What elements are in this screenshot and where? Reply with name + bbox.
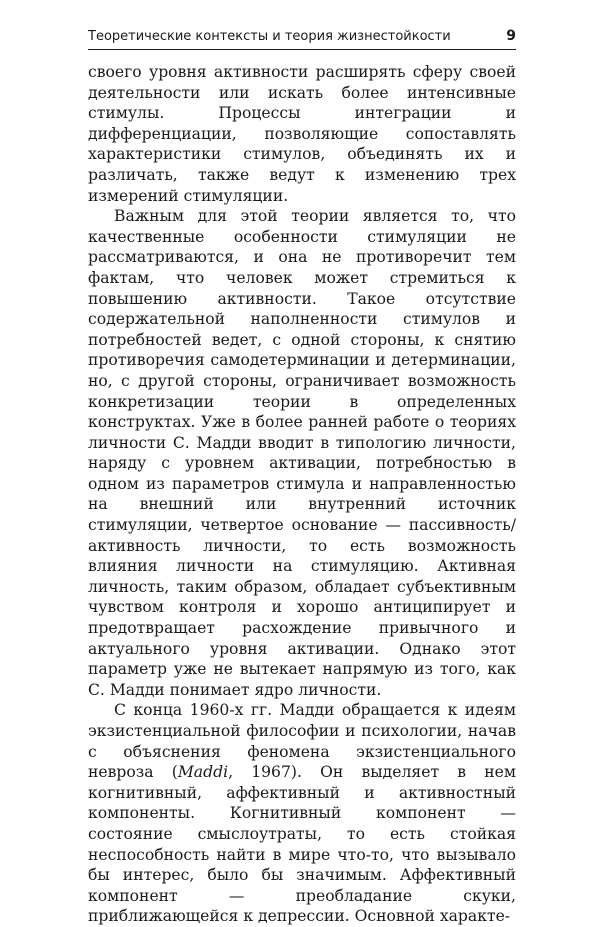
- paragraph-continuation: своего уровня активности расширять сферу своей деятельности или искать более интенсивные стимулы. Процессы интеграции и дифференциации, позволяющие сопоставлять характеристики стимулов, объединять их и различать, также ведут к изменению трех измерений стимуляции.: [88, 63, 516, 205]
- paragraph-text: С конца 1960-х гг. Мадди обращается к идеям экзистенциальной философии и психологии, начав с объяснения феномена экзистенциального невроза (: [88, 701, 516, 782]
- paragraph-text: , 1967). Он выделяет в нем когнитивный, аффективный и активностный компоненты. Когнитивный компонент — состояние смыслоутраты, то есть стойкая неспособность найти в мире что-то, что вызывало бы интерес, было бы значимым. Аффективный компонент — преобладание скуки, приближающейся к депрессии. Основной характе-: [88, 763, 516, 926]
- running-header: [88, 28, 516, 50]
- paragraph: [88, 700, 516, 927]
- citation-author: Maddi: [177, 763, 229, 782]
- paragraph: Важным для этой теории является то, что качественные особенности стимуляции не рассматриваются, и она не противоречит тем фактам, что человек может стремиться к повышению активности. Такое отсутствие содержательной наполненности стимулов и потребностей ведет, с одной стороны, к снятию противоречия самодетерминации и детерминации, но, с другой стороны, ограничивает возможность конкретизации теории в определенных конструктах. Уже в более ранней работе о теориях личности С. Мадди вводит в типологию личности, наряду с уровнем активации, потребностью в одном из параметров стимула и направленностью на внешний или внутренний источник стимуляции, четвертое основание — пассивность/активность личности, то есть возможность влияния личности на стимуляцию. Активная личность, таким образом, обладает субъективным чувством контроля и хорошо антиципирует и предотвращает расхождение привычного и актуального уровня активации. Однако этот параметр уже не вытекает напрямую из того, как С. Мадди понимает ядро личности.: [88, 207, 516, 699]
- body-text: [88, 62, 516, 927]
- page-number: 9: [506, 28, 516, 44]
- running-title: Теоретические контексты и теория жизнестойкости: [88, 29, 451, 44]
